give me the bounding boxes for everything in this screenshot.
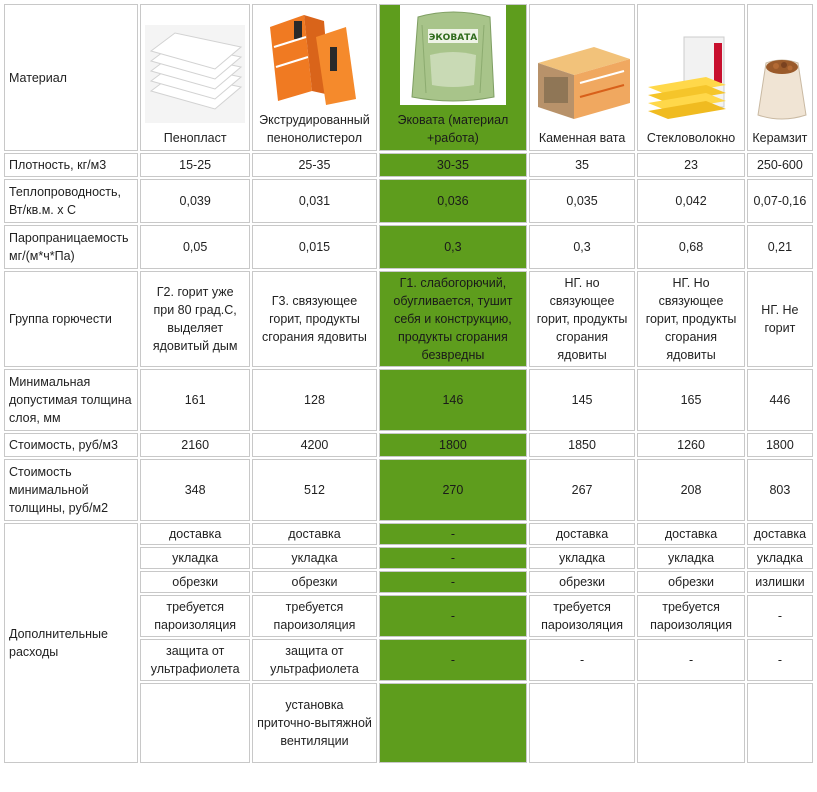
cell: - <box>747 639 813 681</box>
row-conductivity <box>4 179 813 223</box>
cell: 1260 <box>637 433 745 457</box>
cell: 23 <box>637 153 745 177</box>
cell: укладка <box>252 547 377 569</box>
cell: укладка <box>529 547 635 569</box>
cell: 270 <box>379 459 527 521</box>
cell: доставка <box>747 523 813 545</box>
cell: установка приточно-вытяжной вентиляции <box>252 683 377 763</box>
material-name-0: Пенопласт <box>163 131 227 145</box>
cell: защита от ультрафиолета <box>252 639 377 681</box>
extra-row <box>4 523 813 545</box>
cell: обрезки <box>252 571 377 593</box>
cell: 2160 <box>140 433 250 457</box>
cell: НГ. Но связующее горит, продукты сгорания ядовиты <box>637 271 745 367</box>
cell: обрезки <box>140 571 250 593</box>
cell: - <box>379 639 527 681</box>
cell: доставка <box>140 523 250 545</box>
cell: 0,68 <box>637 225 745 269</box>
cell: 1800 <box>747 433 813 457</box>
ecowool-logo-text: ЭКОВАТА <box>428 33 478 43</box>
cell: Г3. связующее горит, продукты сгорания ядовиты <box>252 271 377 367</box>
cell: доставка <box>529 523 635 545</box>
cell: 0,035 <box>529 179 635 223</box>
cell: доставка <box>252 523 377 545</box>
cell: 0,21 <box>747 225 813 269</box>
cell: - <box>637 639 745 681</box>
cell: 0,3 <box>529 225 635 269</box>
material-name-2: Эковата (материал +работа) <box>397 113 509 145</box>
cell: 512 <box>252 459 377 521</box>
cell: 446 <box>747 369 813 431</box>
cell: 803 <box>747 459 813 521</box>
cell: 0,3 <box>379 225 527 269</box>
cell <box>140 683 250 763</box>
cell: Г1. слабогорючий, обугливается, тушит себя и конструкцию, продукты сгорания безвредны <box>379 271 527 367</box>
cell: 348 <box>140 459 250 521</box>
ecowool-bag-image <box>400 5 506 105</box>
cell: укладка <box>637 547 745 569</box>
cell: 267 <box>529 459 635 521</box>
cell: 0,036 <box>379 179 527 223</box>
cell: - <box>379 595 527 637</box>
cell: - <box>379 547 527 569</box>
cell: 146 <box>379 369 527 431</box>
cell: - <box>747 595 813 637</box>
cell: обрезки <box>529 571 635 593</box>
row-label: Паропраницаемость мг/(м*ч*Па) <box>4 225 138 269</box>
material-header-1 <box>252 4 377 151</box>
cell: 1850 <box>529 433 635 457</box>
row-label: Теплопроводность, Вт/кв.м. х С <box>4 179 138 223</box>
cell: требуется пароизоляция <box>252 595 377 637</box>
cell: требуется пароизоляция <box>637 595 745 637</box>
extra-costs-label: Дополнительные расходы <box>4 523 138 763</box>
material-header-4 <box>637 4 745 151</box>
cell: 0,042 <box>637 179 745 223</box>
material-name-1: Экструдированный пенонолистерол <box>259 113 370 145</box>
cell: 0,05 <box>140 225 250 269</box>
cell: - <box>379 571 527 593</box>
cell: Г2. горит уже при 80 град.С, выделяет ядовитый дым <box>140 271 250 367</box>
cell: 208 <box>637 459 745 521</box>
cell: 250-600 <box>747 153 813 177</box>
cell: защита от ультрафиолета <box>140 639 250 681</box>
material-header-0 <box>140 4 250 151</box>
cell <box>529 683 635 763</box>
cell: НГ. но связующее горит, продукты сгорания ядовиты <box>529 271 635 367</box>
cell <box>637 683 745 763</box>
polystyrene-sheets-image <box>145 25 245 123</box>
cell <box>747 683 813 763</box>
cell: 145 <box>529 369 635 431</box>
glass-wool-rolls-image <box>644 33 738 123</box>
material-name-5: Керамзит <box>752 131 808 145</box>
cell: - <box>379 523 527 545</box>
cell: 0,015 <box>252 225 377 269</box>
comparison-table <box>2 2 815 765</box>
cell: излишки <box>747 571 813 593</box>
material-name-3: Каменная вата <box>538 131 626 145</box>
cell: 0,07-0,16 <box>747 179 813 223</box>
cell: - <box>529 639 635 681</box>
cell: 128 <box>252 369 377 431</box>
row-label: Плотность, кг/м3 <box>4 153 138 177</box>
cell: 165 <box>637 369 745 431</box>
row-label: Стоимость, руб/м3 <box>4 433 138 457</box>
cell <box>379 683 527 763</box>
row-vapor <box>4 225 813 269</box>
cell: 4200 <box>252 433 377 457</box>
cell: 35 <box>529 153 635 177</box>
row-cost-m3 <box>4 433 813 457</box>
cell: доставка <box>637 523 745 545</box>
cell: НГ. Не горит <box>747 271 813 367</box>
material-name-4: Стекловолокно <box>646 131 736 145</box>
row-flammability <box>4 271 813 367</box>
cell: обрезки <box>637 571 745 593</box>
row-label: Стоимость минимальной толщины, руб/м2 <box>4 459 138 521</box>
stone-wool-slabs-image <box>534 37 634 123</box>
row-density <box>4 153 813 177</box>
cell: 1800 <box>379 433 527 457</box>
cell: 30-35 <box>379 153 527 177</box>
cell: укладка <box>747 547 813 569</box>
expanded-clay-sack-image <box>752 53 812 123</box>
row-label: Группа горючести <box>4 271 138 367</box>
cell: укладка <box>140 547 250 569</box>
cell: 0,039 <box>140 179 250 223</box>
row-label: Минимальная допустимая толщина слоя, мм <box>4 369 138 431</box>
header-row <box>4 4 813 151</box>
cell: требуется пароизоляция <box>140 595 250 637</box>
material-header-5 <box>747 4 813 151</box>
cell: требуется пароизоляция <box>529 595 635 637</box>
cell: 0,031 <box>252 179 377 223</box>
row-cost-min <box>4 459 813 521</box>
header-label: Материал <box>4 4 138 151</box>
material-header-3 <box>529 4 635 151</box>
row-min-thickness <box>4 369 813 431</box>
cell: 15-25 <box>140 153 250 177</box>
cell: 161 <box>140 369 250 431</box>
cell: 25-35 <box>252 153 377 177</box>
xps-boards-image <box>264 7 364 105</box>
material-header-2 <box>379 4 527 151</box>
